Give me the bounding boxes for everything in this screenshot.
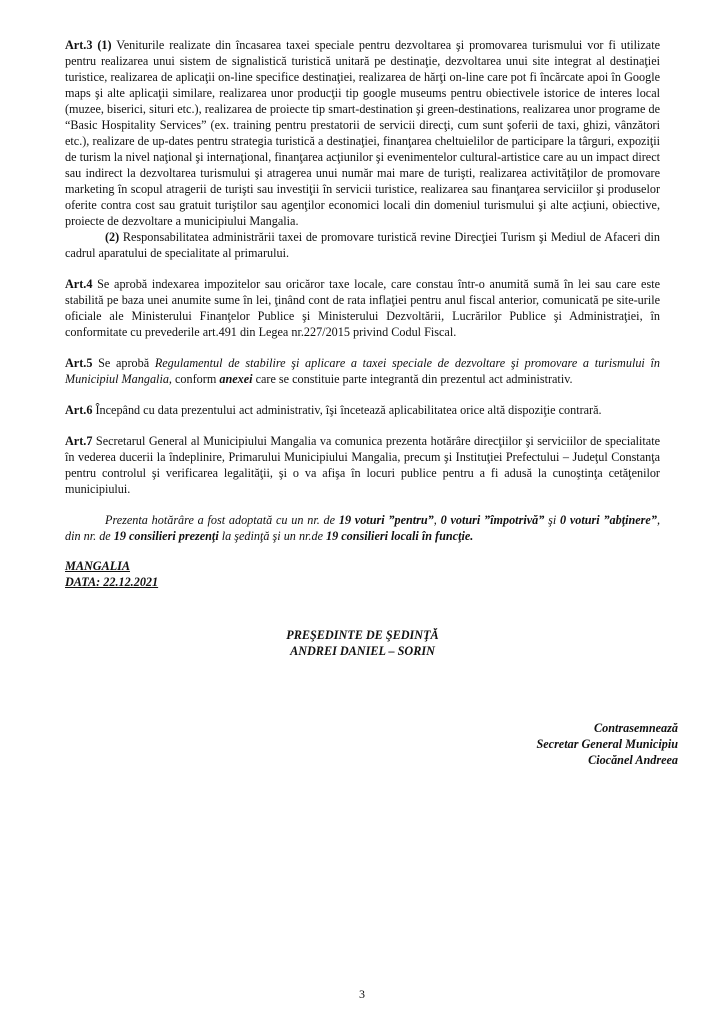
votes-abstain: 0 voturi ”abţinere”: [560, 513, 657, 527]
date-line: DATA: 22.12.2021: [65, 575, 159, 589]
annex-reference: anexei: [219, 372, 253, 386]
place-line: MANGALIA: [65, 559, 131, 573]
councillors-present: 19 consilieri prezenţi: [113, 529, 219, 543]
article-label: Art.6: [65, 403, 93, 417]
vote-paragraph: [65, 512, 660, 544]
article-text: Veniturile realizate din încasarea taxei speciale pentru dezvoltarea şi promovarea turismului vor fi utilizate pentru realizarea unui sistem de signalistică turistică unitară pe destinaţie, dezvoltarea unui site integrat al destinaţiei turistice, realizarea de aplicaţii on-line specifice destinaţiei, realizarea de hărţi on-line care pot fi încărcate apoi în Google maps şi alte aplicaţii similare, realizarea unor producţii tip google museums pentru obiectivele istorice de interes local (muzee, biserici, situri etc.), realizarea de proiecte tip smart-destination şi green-destinations, realizarea unor programe de “Basic Hospitality Services” (ex. training pentru prestatorii de servicii direcţi, cum sunt şoferii de taxi, ghizi, vânzători etc.), realizare de up-dates pentru strategia turistică a destinaţiei, finanţarea cheltuielilor de participare la târguri, expoziţii de turism la nivel naţional şi internaţional, finanţarea acţiunilor şi evenimentelor cultural-artistice care au un impact direct sau indirect la dezvoltarea turismului şi atragerea unui număr mai mare de turişti, realizarea activităţilor de promovare marketing în scopul atragerii de turişti sau investiţii în servicii turistice, realizarea sau finanţarea serviciilor şi produselor oferite contra cost sau gratuit turiştilor sau agenţilor economici locali din domeniul turismului şi alte acţiuni, obiective, proiecte de dezvoltare a municipiului Mangalia.: [65, 38, 661, 228]
countersign-name: Ciocănel Andreea: [588, 753, 678, 767]
place-date-block: [65, 558, 660, 590]
paragraph-art3-1: [65, 37, 660, 229]
article-label: Art.4: [65, 277, 93, 291]
article-label: Art.5: [65, 356, 93, 370]
article-text: care se constituie parte integrantă din prezentul act administrativ.: [252, 372, 573, 386]
vote-text: la şedinţă şi un nr.de: [218, 529, 327, 543]
votes-against: 0 voturi ”împotrivă”: [440, 513, 545, 527]
paragraph-art5: [65, 355, 660, 387]
paragraph-art7: [65, 433, 660, 497]
article-text: Începând cu data prezentului act administrativ, îşi încetează aplicabilitatea orice altă dispoziţie contrară.: [92, 403, 602, 417]
article-label: (2): [105, 230, 120, 244]
paragraph-art6: [65, 402, 660, 418]
article-text: Secretarul General al Municipiului Mangalia va comunica prezenta hotărâre direcţiilor şi serviciilor de specialitate în vederea ducerii la îndeplinire, Primarului Municipiului Mangalia, precum şi Instituţiei Prefectului – Judeţul Constanţa pentru controlul şi verificarea legalităţii, şi o va afişa în locuri publice pentru a fi adusă la cunoştinţa cetăţenilor municipiului.: [65, 434, 660, 496]
session-president-name: ANDREI DANIEL – SORIN: [290, 644, 435, 658]
paragraph-art4: [65, 276, 660, 340]
vote-text: şi: [544, 513, 560, 527]
countersign-block: [65, 720, 678, 768]
vote-text: , din nr. de: [65, 513, 660, 543]
page-number: 3: [359, 987, 365, 1001]
regulation-title: Regulamentul de stabilire şi aplicare a taxei speciale de dezvoltare şi promovare a turismului în Municipiul Mangalia,: [65, 356, 660, 386]
vote-text: Prezenta hotărâre a fost adoptată cu un nr. de: [105, 513, 339, 527]
session-president-block: [65, 627, 660, 659]
paragraph-art3-2: [65, 229, 660, 261]
vote-text: ,: [433, 513, 441, 527]
votes-for: 19 voturi ”pentru”: [338, 513, 434, 527]
countersign-role: Secretar General Municipiu: [536, 737, 678, 751]
session-president-title: PREŞEDINTE DE ŞEDINŢĂ: [286, 628, 439, 642]
article-label: Art.3 (1): [65, 38, 112, 52]
countersign-label: Contrasemnează: [594, 721, 678, 735]
article-text: Se aprobă: [92, 356, 155, 370]
article-text: Responsabilitatea administrării taxei de promovare turistică revine Direcţiei Turism şi Mediul de Afaceri din cadrul aparatului de specialitate al primarului.: [65, 230, 660, 260]
councillors-in-office: 19 consilieri locali în funcţie.: [326, 529, 474, 543]
article-label: Art.7: [65, 434, 93, 448]
article-text: conform: [171, 372, 220, 386]
article-text: Se aprobă indexarea impozitelor sau oricăror taxe locale, care constau într-o anumită sumă în lei sau care este stabilită pe baza unei anumite sume în lei, ţinând cont de rata inflaţiei pentru anul fiscal anterior, comunicată pe site-urile oficiale ale Ministerului Finanţelor Publice şi Ministerului Dezvoltării, Lucrărilor Publice şi Administraţiei, în conformitate cu prevederile art.491 din Legea nr.227/2015 privind Codul Fiscal.: [65, 277, 660, 339]
